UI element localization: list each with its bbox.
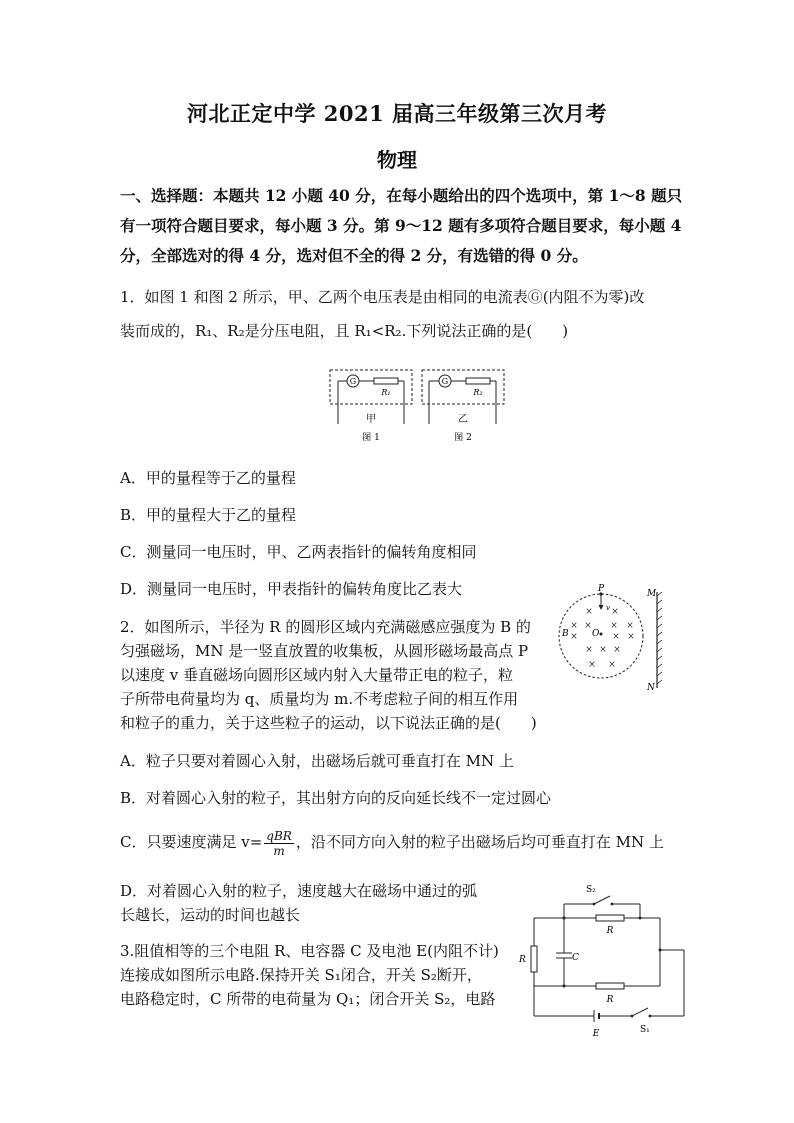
- field-cross: ×: [611, 607, 619, 617]
- plate-n-label: N: [647, 683, 655, 693]
- figure-2-caption: 图 2: [454, 433, 472, 443]
- q2-stem-line-3: 以速度 v 垂直磁场向圆形区域内射入大量带正电的粒子，粒: [120, 666, 514, 684]
- field-b-label: B: [562, 629, 569, 639]
- field-cross: ×: [584, 621, 592, 631]
- field-cross: ×: [610, 621, 618, 631]
- field-cross: ×: [627, 632, 635, 642]
- q2-option-c-prefix: C．只要速度满足 v=: [120, 833, 263, 851]
- field-cross: ×: [599, 645, 607, 655]
- q2-option-c-suffix: ，沿不同方向入射的粒子出磁场后均可垂直打在 MN 上: [295, 833, 664, 851]
- subject-title: 物理: [377, 148, 417, 172]
- resistor-r2-label: R₂: [473, 388, 483, 397]
- section-instructions-line-3: 分，全部选对的得 4 分，选对但不全的得 2 分，有选错的得 0 分。: [120, 246, 588, 265]
- q3-stem-line-3: 电路稳定时，C 所带的电荷量为 Q₁；闭合开关 S₂，电路: [120, 990, 496, 1008]
- meter-yi-label: 乙: [458, 414, 468, 425]
- q2-stem-line-1: 2．如图所示，半径为 R 的圆形区域内充满磁感应强度为 B 的: [120, 618, 531, 636]
- q2-option-d-line-2: 长越长，运动的时间也越长: [120, 906, 301, 924]
- field-cross: ×: [626, 621, 634, 631]
- battery-e-label: E: [592, 1029, 600, 1039]
- switch-s2-label: S₂: [586, 885, 596, 895]
- q1-figure: [326, 366, 510, 446]
- q1-option-a: A．甲的量程等于乙的量程: [120, 469, 296, 487]
- exam-title: 河北正定中学 2021 届高三年级第三次月考: [186, 101, 608, 126]
- resistor-top-label: R: [606, 926, 614, 936]
- galvanometer-1-label: G: [349, 377, 357, 386]
- field-cross: ×: [570, 632, 578, 642]
- q1-stem-line-2: 装而成的，R₁、R₂是分压电阻，且 R₁<R₂.下列说法正确的是( ): [120, 322, 569, 340]
- switch-s1-label: S₁: [640, 1025, 650, 1035]
- section-instructions-line-2: 有一项符合题目要求，每小题 3 分。第 9～12 题有多项符合题目要求，每小题 4: [120, 216, 682, 235]
- resistor-middle-label: R: [606, 995, 614, 1005]
- resistor-left-label: R: [519, 955, 526, 965]
- q1-option-d: D．测量同一电压时，甲表指针的偏转角度比乙表大: [120, 580, 463, 598]
- field-cross: ×: [570, 621, 578, 631]
- field-cross: ×: [608, 660, 616, 670]
- meter-jia-label: 甲: [366, 414, 376, 425]
- field-cross: ×: [585, 607, 593, 617]
- q3-circuit-figure: [514, 880, 690, 1040]
- q2-stem-line-2: 匀强磁场，MN 是一竖直放置的收集板，从圆形磁场最高点 P: [120, 642, 529, 660]
- q1-option-c: C．测量同一电压时，甲、乙两表指针的偏转角度相同: [120, 543, 477, 561]
- q1-stem-line-1: 1．如图 1 和图 2 所示，甲、乙两个电压表是由相同的电流表Ⓖ(内阻不为零)改: [120, 288, 645, 306]
- q2-option-d-line-1: D．对着圆心入射的粒子，速度越大在磁场中通过的弧: [120, 882, 478, 900]
- field-cross: ×: [585, 645, 593, 655]
- resistor-r1-label: R₁: [381, 388, 391, 397]
- point-p-label: P: [597, 584, 605, 594]
- q2-option-a: A．粒子只要对着圆心入射，出磁场后就可垂直打在 MN 上: [120, 752, 514, 770]
- q1-option-b: B．甲的量程大于乙的量程: [120, 506, 297, 524]
- field-cross: ×: [612, 632, 620, 642]
- q3-stem-line-1: 3.阻值相等的三个电阻 R、电容器 C 及电池 E(内阻不计): [120, 942, 499, 960]
- q2-option-b: B．对着圆心入射的粒子，其出射方向的反向延长线不一定过圆心: [120, 789, 552, 807]
- q2-option-c: [120, 820, 664, 864]
- center-o-label: O: [592, 629, 600, 639]
- q2-option-c-denominator: m: [273, 843, 285, 858]
- capacitor-c-label: C: [572, 953, 579, 963]
- velocity-v-label: v: [606, 604, 610, 612]
- q2-figure: [556, 584, 676, 696]
- field-cross: ×: [613, 645, 621, 655]
- q2-option-c-numerator: qBR: [266, 828, 292, 843]
- section-instructions-line-1: 一、选择题：本题共 12 小题 40 分，在每小题给出的四个选项中，第 1～8 题只: [120, 186, 683, 205]
- q3-stem-line-2: 连接成如图所示电路.保持开关 S₁闭合，开关 S₂断开，: [120, 966, 482, 984]
- q2-stem-line-5: 和粒子的重力，关于这些粒子的运动，以下说法正确的是( ): [120, 714, 537, 732]
- q2-option-c-fraction: [264, 829, 294, 858]
- figure-1-caption: 图 1: [362, 433, 380, 443]
- field-cross: ×: [588, 660, 596, 670]
- q2-stem-line-4: 子所带电荷量均为 q、质量均为 m.不考虑粒子间的相互作用: [120, 690, 519, 708]
- plate-m-label: M: [647, 589, 657, 599]
- galvanometer-2-label: G: [441, 377, 449, 386]
